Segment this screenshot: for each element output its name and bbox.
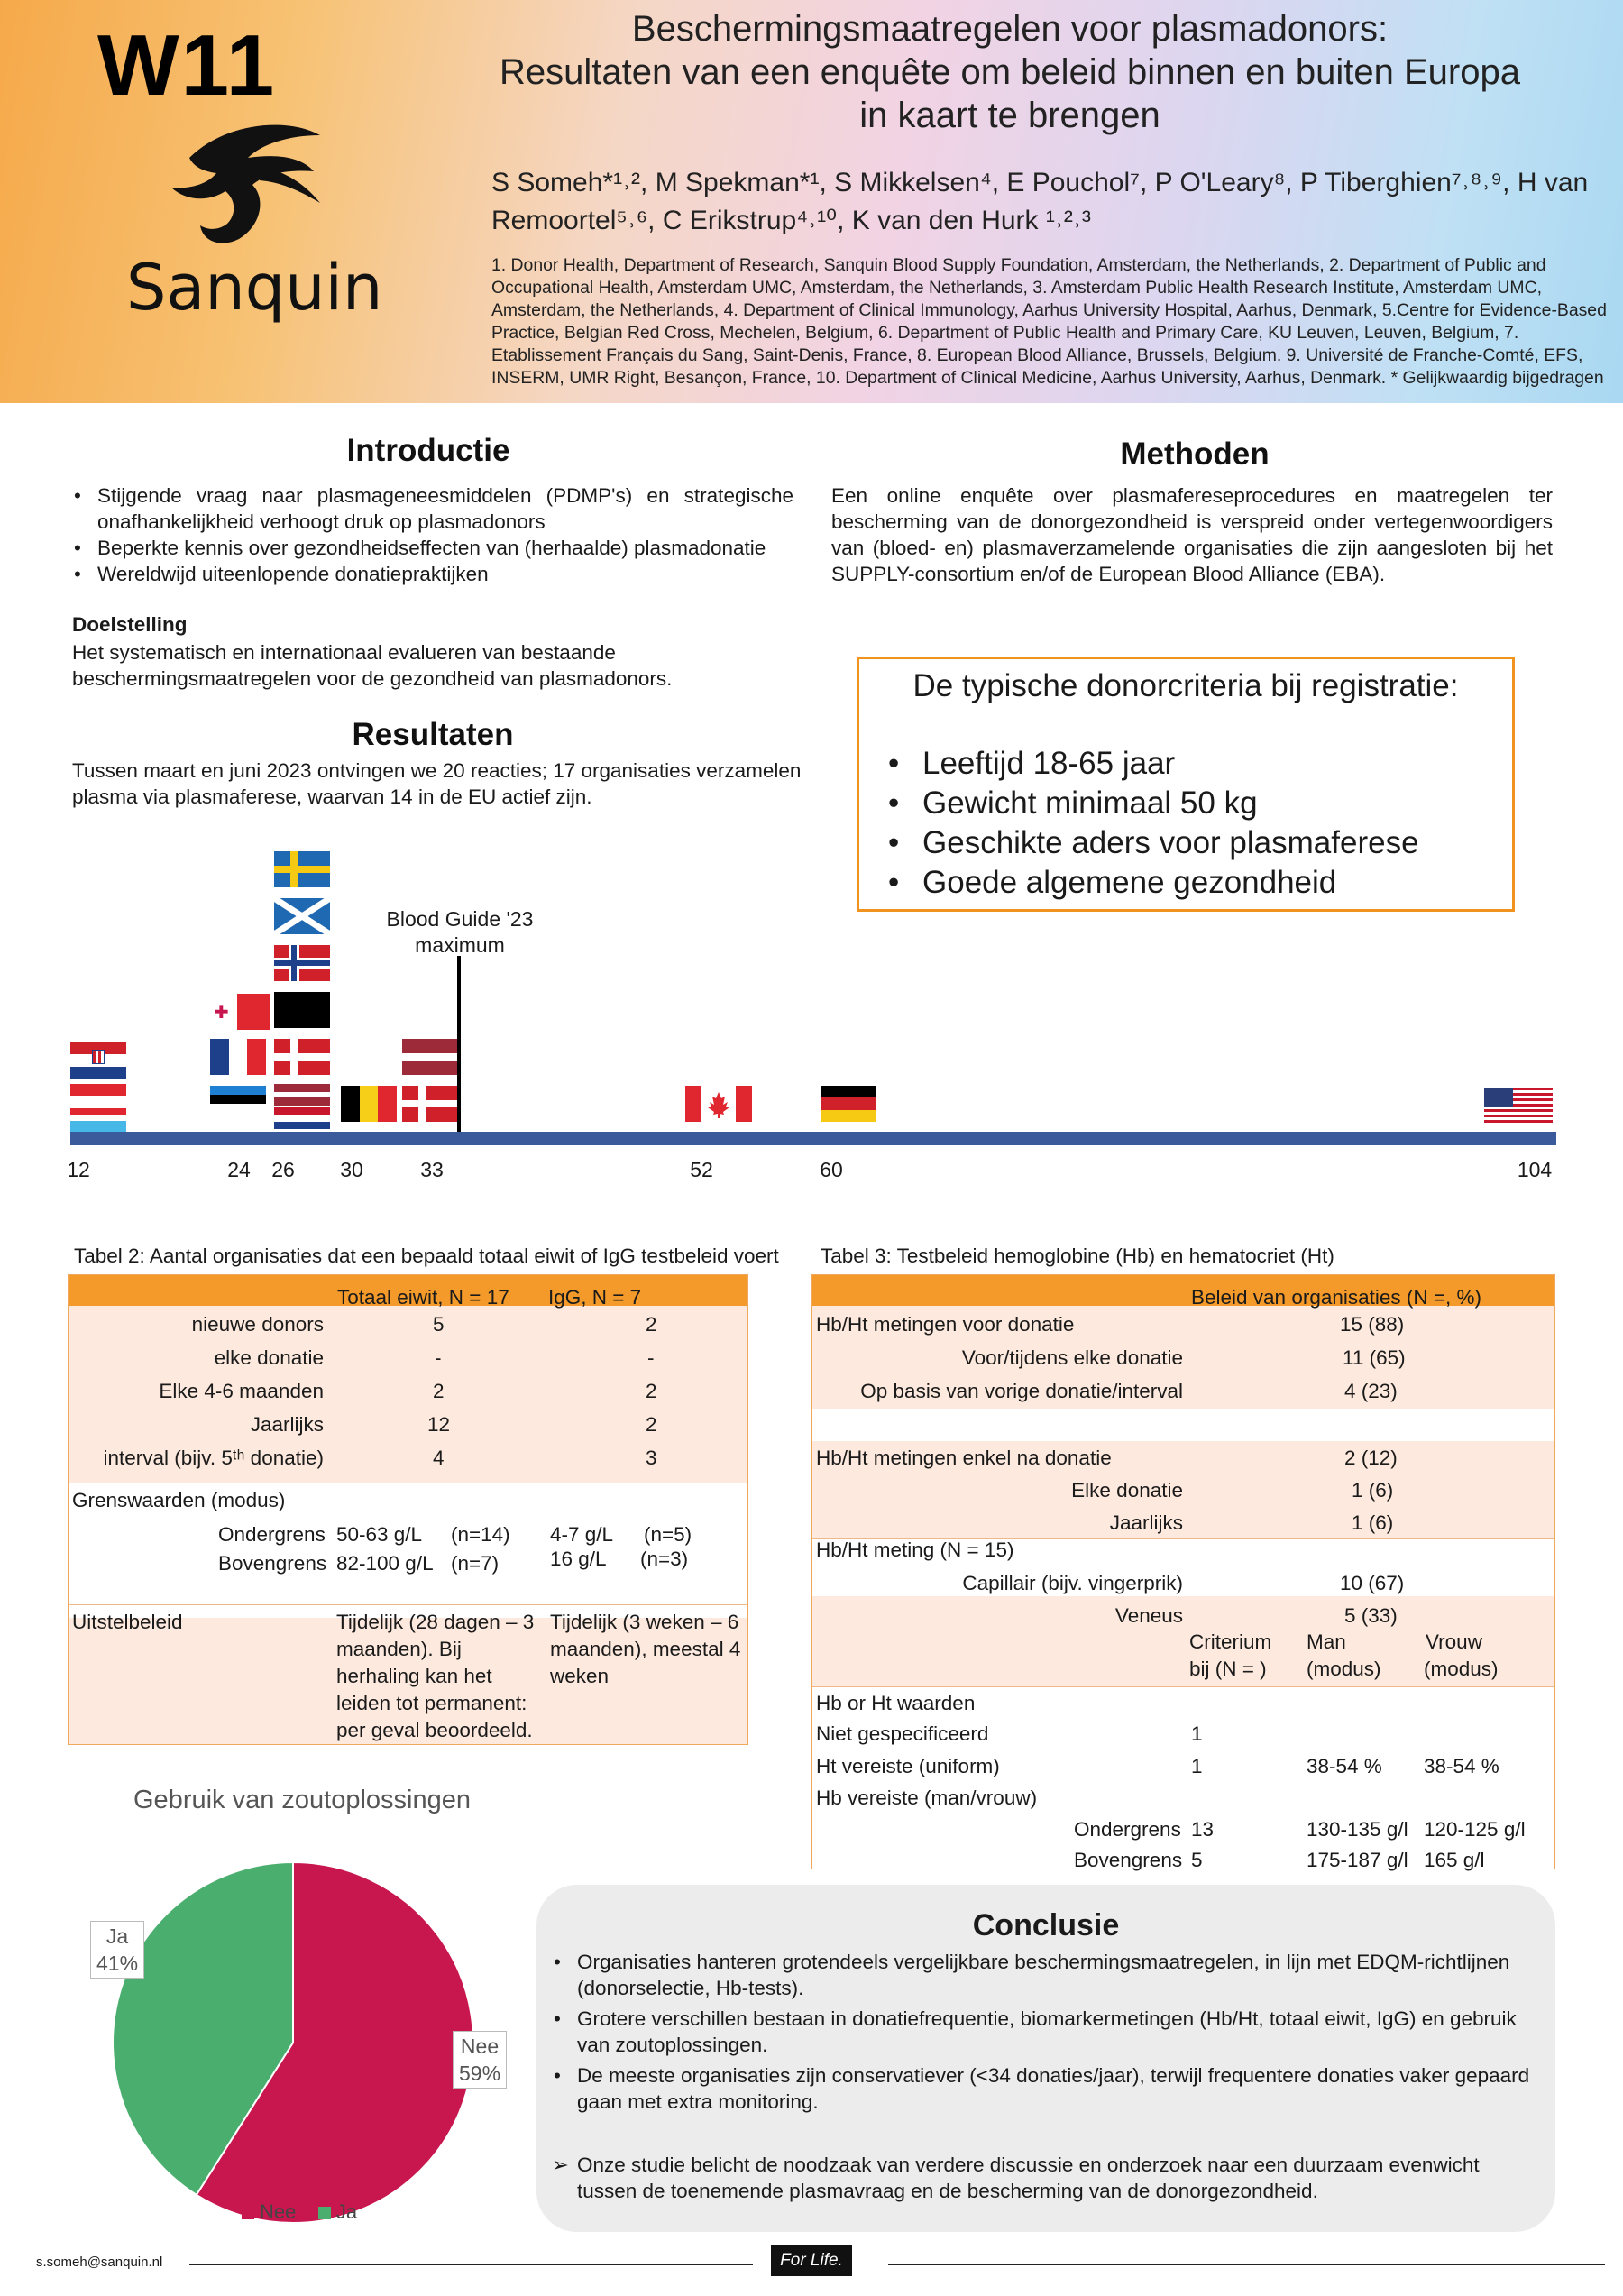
list-item: • Stijgende vraag naar plasmageneesmiddelen (PDMP's) en strategische onafhankelijkheid verhoogt druk op plasmadonors xyxy=(70,482,793,535)
timeline-tick: 26 xyxy=(271,1158,295,1181)
cell-value: 38-54 % xyxy=(1424,1755,1499,1777)
row-label: Elke 4-6 maanden xyxy=(159,1380,324,1402)
legend-label: Ja xyxy=(335,2200,358,2223)
norway-flag-icon xyxy=(274,945,330,981)
cell-value: 1 xyxy=(1191,1755,1203,1777)
cell-value: 2 xyxy=(646,1413,657,1436)
row-label: Capillair (bijv. vingerprik) xyxy=(962,1572,1183,1594)
row-label: Bovengrens xyxy=(218,1552,327,1575)
cell-value: 2 xyxy=(646,1380,657,1402)
list-item: • Organisaties hanteren grotendeels vergelijkbare beschermingsmaatregelen, in lijn met EDQM-richtlijnen (donorselectie, Hb-tests). xyxy=(550,1950,1533,2001)
row-label: Ondergrens xyxy=(218,1523,326,1546)
timeline-tick: 30 xyxy=(340,1158,363,1181)
divider xyxy=(812,1686,1554,1687)
cell-value: 175-187 g/l xyxy=(1307,1849,1408,1871)
col-header: Criterium xyxy=(1189,1630,1272,1653)
cell-value: 13 xyxy=(1191,1818,1215,1841)
row-label: Ht vereiste (uniform) xyxy=(816,1755,1000,1777)
cell-value: 5 (33) xyxy=(1344,1604,1398,1627)
cell-value: 120-125 g/l xyxy=(1424,1818,1526,1841)
cell-value: (n=5) xyxy=(644,1523,692,1546)
timeline-tick: 60 xyxy=(820,1158,843,1181)
author-list xyxy=(491,164,1600,240)
slice-label: Nee xyxy=(460,2034,500,2058)
col-header: Vrouw xyxy=(1426,1630,1482,1653)
cell-value: 130-135 g/l xyxy=(1307,1818,1408,1841)
text-line: herhaling kan het xyxy=(336,1665,492,1687)
slice-value: 59% xyxy=(459,2062,501,2085)
cell-value: 5 xyxy=(1191,1849,1203,1871)
cell-value: (n=3) xyxy=(640,1548,689,1570)
results-text: Tussen maart en juni 2023 ontvingen we 20 reacties; 17 organisaties verzamelen plasma via plasmaferese, waarvan 14 in de EU actief zijn. xyxy=(72,759,802,808)
intro-bullets xyxy=(70,482,793,587)
list-item: • Leeftijd 18-65 jaar xyxy=(886,744,1419,784)
affiliations: 1. Donor Health, Department of Research, Sanquin Blood Supply Foundation, Amsterdam, the Netherlands, 2. Department of Public and Occupational Health, Amsterdam UMC, Amsterdam, the Netherlands, 3. Amsterdam Public Health Research Institute, Amsterdam UMC, Amsterdam, the Netherlands, 4. Department of Clinical Immunology, Aarhus University Hospital, Aarhus, Denmark, 5.Centre for Evidence-Based Practice, Belgian Red Cross, Mechelen, Belgium, 6. Department of Public Health and Primary Care, KU Leuven, Leuven, Belgium, 7. Etablissement Français du Sang, Saint-Denis, France, 8. European Blood Alliance, Brussels, Belgium. 9. Université de Franche-Comté, EFS, INSERM, UMR Right, Besançon, France, 10. Department of Clinical Medicine, Aarhus University, Aarhus, Denmark. * Gelijkwaardig bijgedragen xyxy=(491,255,1607,388)
black-flag-icon xyxy=(274,992,330,1028)
swiss-cross-icon: ✚ xyxy=(214,1003,229,1023)
table3-hb-ht xyxy=(812,1274,1555,1869)
contact-email: s.someh@sanquin.nl xyxy=(36,2255,163,2270)
cell-value: 2 xyxy=(433,1380,445,1402)
latvia-flag-icon xyxy=(402,1039,458,1075)
defer-text-protein xyxy=(336,1609,534,1744)
col-header: Totaal eiwit, N = 17 xyxy=(337,1286,509,1309)
list-item: • Beperkte kennis over gezondheidseffecten van (herhaalde) plasmadonatie xyxy=(70,535,793,561)
denmark-flag-icon xyxy=(274,1039,330,1075)
cell-value: 1 (6) xyxy=(1352,1479,1394,1502)
belgium-flag-icon xyxy=(341,1086,397,1122)
legend-swatch-nee xyxy=(242,2207,254,2219)
slice-label: Ja xyxy=(105,1924,129,1948)
cell-value: 4 (23) xyxy=(1344,1380,1398,1402)
list-item: • Wereldwijd uiteenlopende donatiepraktijken xyxy=(70,561,793,587)
col-header: IgG, N = 7 xyxy=(548,1286,642,1309)
title-line: Resultaten van een enquête om beleid binnen en buiten Europa xyxy=(500,52,1520,92)
france-flag-icon xyxy=(210,1039,266,1075)
col-header: bij (N = ) xyxy=(1189,1658,1267,1680)
luxembourg-flag-icon xyxy=(70,1115,126,1133)
pie-label-nee xyxy=(453,2031,507,2089)
title-line: in kaart te brengen xyxy=(859,96,1160,135)
scotland-flag-icon xyxy=(274,898,330,934)
row-label: Hb/Ht meting (N = 15) xyxy=(816,1538,1014,1561)
legend-swatch-ja xyxy=(318,2207,331,2219)
cell-value: 15 (88) xyxy=(1340,1313,1405,1336)
goal-text: Het systematisch en internationaal evalueren van bestaande beschermingsmaatregelen voor de gezondheid van plasmadonors. xyxy=(72,641,673,690)
cell-value: 10 (67) xyxy=(1340,1572,1405,1594)
timeline-tick: 33 xyxy=(420,1158,444,1181)
text-line: weken xyxy=(550,1665,610,1687)
text-line: maanden). Bij xyxy=(336,1638,462,1660)
cell-value: 5 xyxy=(433,1313,445,1336)
row-label: Veneus xyxy=(1114,1604,1183,1627)
latvia-small-flag-icon xyxy=(274,1084,330,1106)
row-label: Jaarlijks xyxy=(250,1413,324,1436)
timeline-axis xyxy=(70,1132,1556,1145)
row-label: Hb/Ht metingen voor donatie xyxy=(816,1313,1075,1336)
saline-pie-chart xyxy=(86,1844,509,2241)
cell-value: - xyxy=(435,1346,442,1369)
col-header: Beleid van organisaties (N =, %) xyxy=(1191,1286,1482,1309)
text-line: Tijdelijk (3 weken – 6 xyxy=(550,1611,739,1633)
list-item: • Gewicht minimaal 50 kg xyxy=(886,784,1419,823)
slice-value: 41% xyxy=(96,1952,139,1975)
row-label: Hb/Ht metingen enkel na donatie xyxy=(816,1446,1112,1469)
cell-value: - xyxy=(647,1346,655,1369)
cell-value: 12 xyxy=(427,1413,451,1436)
sanquin-logo-text: Sanquin xyxy=(126,251,383,325)
row-label: Op basis van vorige donatie/interval xyxy=(860,1380,1183,1402)
list-item: • De meeste organisaties zijn conservatiever (<34 donaties/jaar), terwijl frequentere donaties vaker gepaard gaan met extra monitoring. xyxy=(550,2063,1533,2115)
blood-guide-max-label xyxy=(370,906,550,959)
row-label: Elke donatie xyxy=(1071,1479,1183,1502)
authors-line: Remoortel⁵˒⁶, C Erikstrup⁴˒¹⁰, K van den Hurk ¹˒²˒³ xyxy=(491,206,1091,235)
conclusion-final: ➢ Onze studie belicht de noodzaak van verdere discussie en onderzoek naar een duurzaam evenwicht tussen de toenemende plasmavraag en de bescherming van de donorgezondheid. xyxy=(550,2153,1533,2204)
timeline-tick: 52 xyxy=(690,1158,713,1181)
table2-caption: Tabel 2: Aantal organisaties dat een bepaald totaal eiwit of IgG testbeleid voert xyxy=(74,1244,779,1267)
criteria-title: De typische donorcriteria bij registratie: xyxy=(912,668,1459,703)
pie-legend xyxy=(242,2200,357,2224)
row-label: Hb or Ht waarden xyxy=(816,1692,976,1714)
cell-value: 16 g/L xyxy=(550,1548,607,1570)
donation-frequency-timeline xyxy=(0,839,1623,1199)
estonia-flag-icon xyxy=(210,1086,266,1113)
defer-label: Uitstelbeleid xyxy=(72,1611,183,1633)
croatia-flag-icon xyxy=(70,1042,126,1079)
row-label: Niet gespecificeerd xyxy=(816,1722,989,1745)
cell-value: 38-54 % xyxy=(1307,1755,1382,1777)
table3-caption: Tabel 3: Testbeleid hemoglobine (Hb) en hematocriet (Ht) xyxy=(821,1244,1334,1267)
col-header: Man xyxy=(1307,1630,1346,1653)
cell-value: 2 xyxy=(646,1313,657,1336)
list-item: • Goede algemene gezondheid xyxy=(886,863,1419,903)
row-label: interval (bijv. 5ᵗʰ donatie) xyxy=(103,1446,324,1469)
poster-title xyxy=(469,7,1551,137)
poster-header xyxy=(0,0,1623,403)
cell-value: 1 xyxy=(1191,1722,1203,1745)
cell-value: 3 xyxy=(646,1446,657,1469)
cell-value: (n=14) xyxy=(451,1523,510,1546)
methods-title: Methoden xyxy=(1120,436,1270,472)
limits-heading: Grenswaarden (modus) xyxy=(72,1489,286,1511)
results-title: Resultaten xyxy=(352,717,514,752)
text-line: maanden), meestal 4 xyxy=(550,1638,741,1660)
row-label: Hb vereiste (man/vrouw) xyxy=(816,1786,1038,1809)
defer-text-igg xyxy=(550,1609,740,1690)
canada-flag-icon xyxy=(685,1086,752,1122)
netherlands-flag-icon xyxy=(274,1107,330,1129)
sweden-flag-icon xyxy=(274,851,330,887)
blood-guide-max-line xyxy=(457,956,461,1145)
pelican-logo-icon xyxy=(153,117,325,253)
list-item: • Grotere verschillen bestaan in donatiefrequentie, biomarkermetingen (Hb/Ht, totaal eiwit, IgG) en gebruik van zoutoplossingen. xyxy=(550,2007,1533,2058)
poster-code: W11 xyxy=(97,17,277,114)
timeline-tick: 12 xyxy=(67,1158,90,1181)
text-line: per geval beoordeeld. xyxy=(336,1719,533,1741)
col-header: (modus) xyxy=(1307,1658,1381,1680)
cell-value: 82-100 g/L xyxy=(336,1552,434,1575)
goal-heading: Doelstelling xyxy=(72,613,188,636)
footer-tagline: For Life. xyxy=(771,2245,852,2276)
col-header: (modus) xyxy=(1424,1658,1499,1680)
footer-divider xyxy=(189,2264,753,2265)
row-label: Voor/tijdens elke donatie xyxy=(961,1346,1183,1369)
conclusion-panel xyxy=(536,1885,1555,2232)
usa-flag-icon xyxy=(1484,1088,1553,1124)
cell-value: 50-63 g/L xyxy=(336,1523,423,1546)
intro-title: Introductie xyxy=(346,433,510,468)
footer-divider xyxy=(888,2264,1605,2265)
timeline-tick: 24 xyxy=(227,1158,251,1181)
list-item: • Geschikte aders voor plasmaferese xyxy=(886,823,1419,863)
text-line: Tijdelijk (28 dagen – 3 xyxy=(336,1611,535,1633)
table2-protein-igg xyxy=(68,1274,748,1745)
legend-label: Nee xyxy=(260,2200,297,2223)
cell-value: 4 xyxy=(433,1446,445,1469)
row-label: elke donatie xyxy=(214,1346,324,1369)
text-line: leiden tot permanent: xyxy=(336,1692,527,1714)
row-label: Jaarlijks xyxy=(1109,1511,1183,1534)
spacer-row xyxy=(812,1409,1554,1441)
max-label-line: Blood Guide '23 xyxy=(386,907,534,931)
cell-value: 4-7 g/L xyxy=(550,1523,614,1546)
authors-line: S Someh*¹˒², M Spekman*¹, S Mikkelsen⁴, E Pouchol⁷, P O'Leary⁸, P Tiberghien⁷˒⁸˒⁹, H van xyxy=(491,168,1589,197)
conclusion-bullets xyxy=(550,1950,1533,2120)
timeline-tick: 104 xyxy=(1517,1158,1553,1181)
cell-value: (n=7) xyxy=(451,1552,500,1575)
max-label-line: maximum xyxy=(415,933,505,957)
cell-value: 1 (6) xyxy=(1352,1511,1394,1534)
cell-value: 11 (65) xyxy=(1343,1346,1406,1369)
row-label: Bovengrens xyxy=(1074,1849,1183,1871)
divider xyxy=(69,1604,747,1605)
pie-label-ja xyxy=(90,1921,144,1979)
methods-text: Een online enquête over plasmafereseprocedures en maatregelen ter bescherming van de donorgezondheid is verspreid onder vertegenwoordigers van (bloed- en) plasmaverzamelende organisaties die zijn aangesloten bij het SUPPLY-consortium en/of de European Blood Alliance (EBA). xyxy=(831,484,1553,585)
title-line: Beschermingsmaatregelen voor plasmadonors: xyxy=(631,9,1389,49)
pie-title: Gebruik van zoutoplossingen xyxy=(133,1786,472,1814)
cell-value: 2 (12) xyxy=(1344,1446,1398,1469)
row-label: nieuwe donors xyxy=(191,1313,324,1336)
cell-value: 165 g/l xyxy=(1424,1849,1485,1871)
red-flag-icon xyxy=(237,994,270,1030)
conclusion-title: Conclusie xyxy=(972,1908,1120,1942)
row-label: Ondergrens xyxy=(1074,1818,1181,1841)
denmark-flag-icon xyxy=(402,1086,458,1122)
germany-flag-icon xyxy=(821,1086,876,1122)
